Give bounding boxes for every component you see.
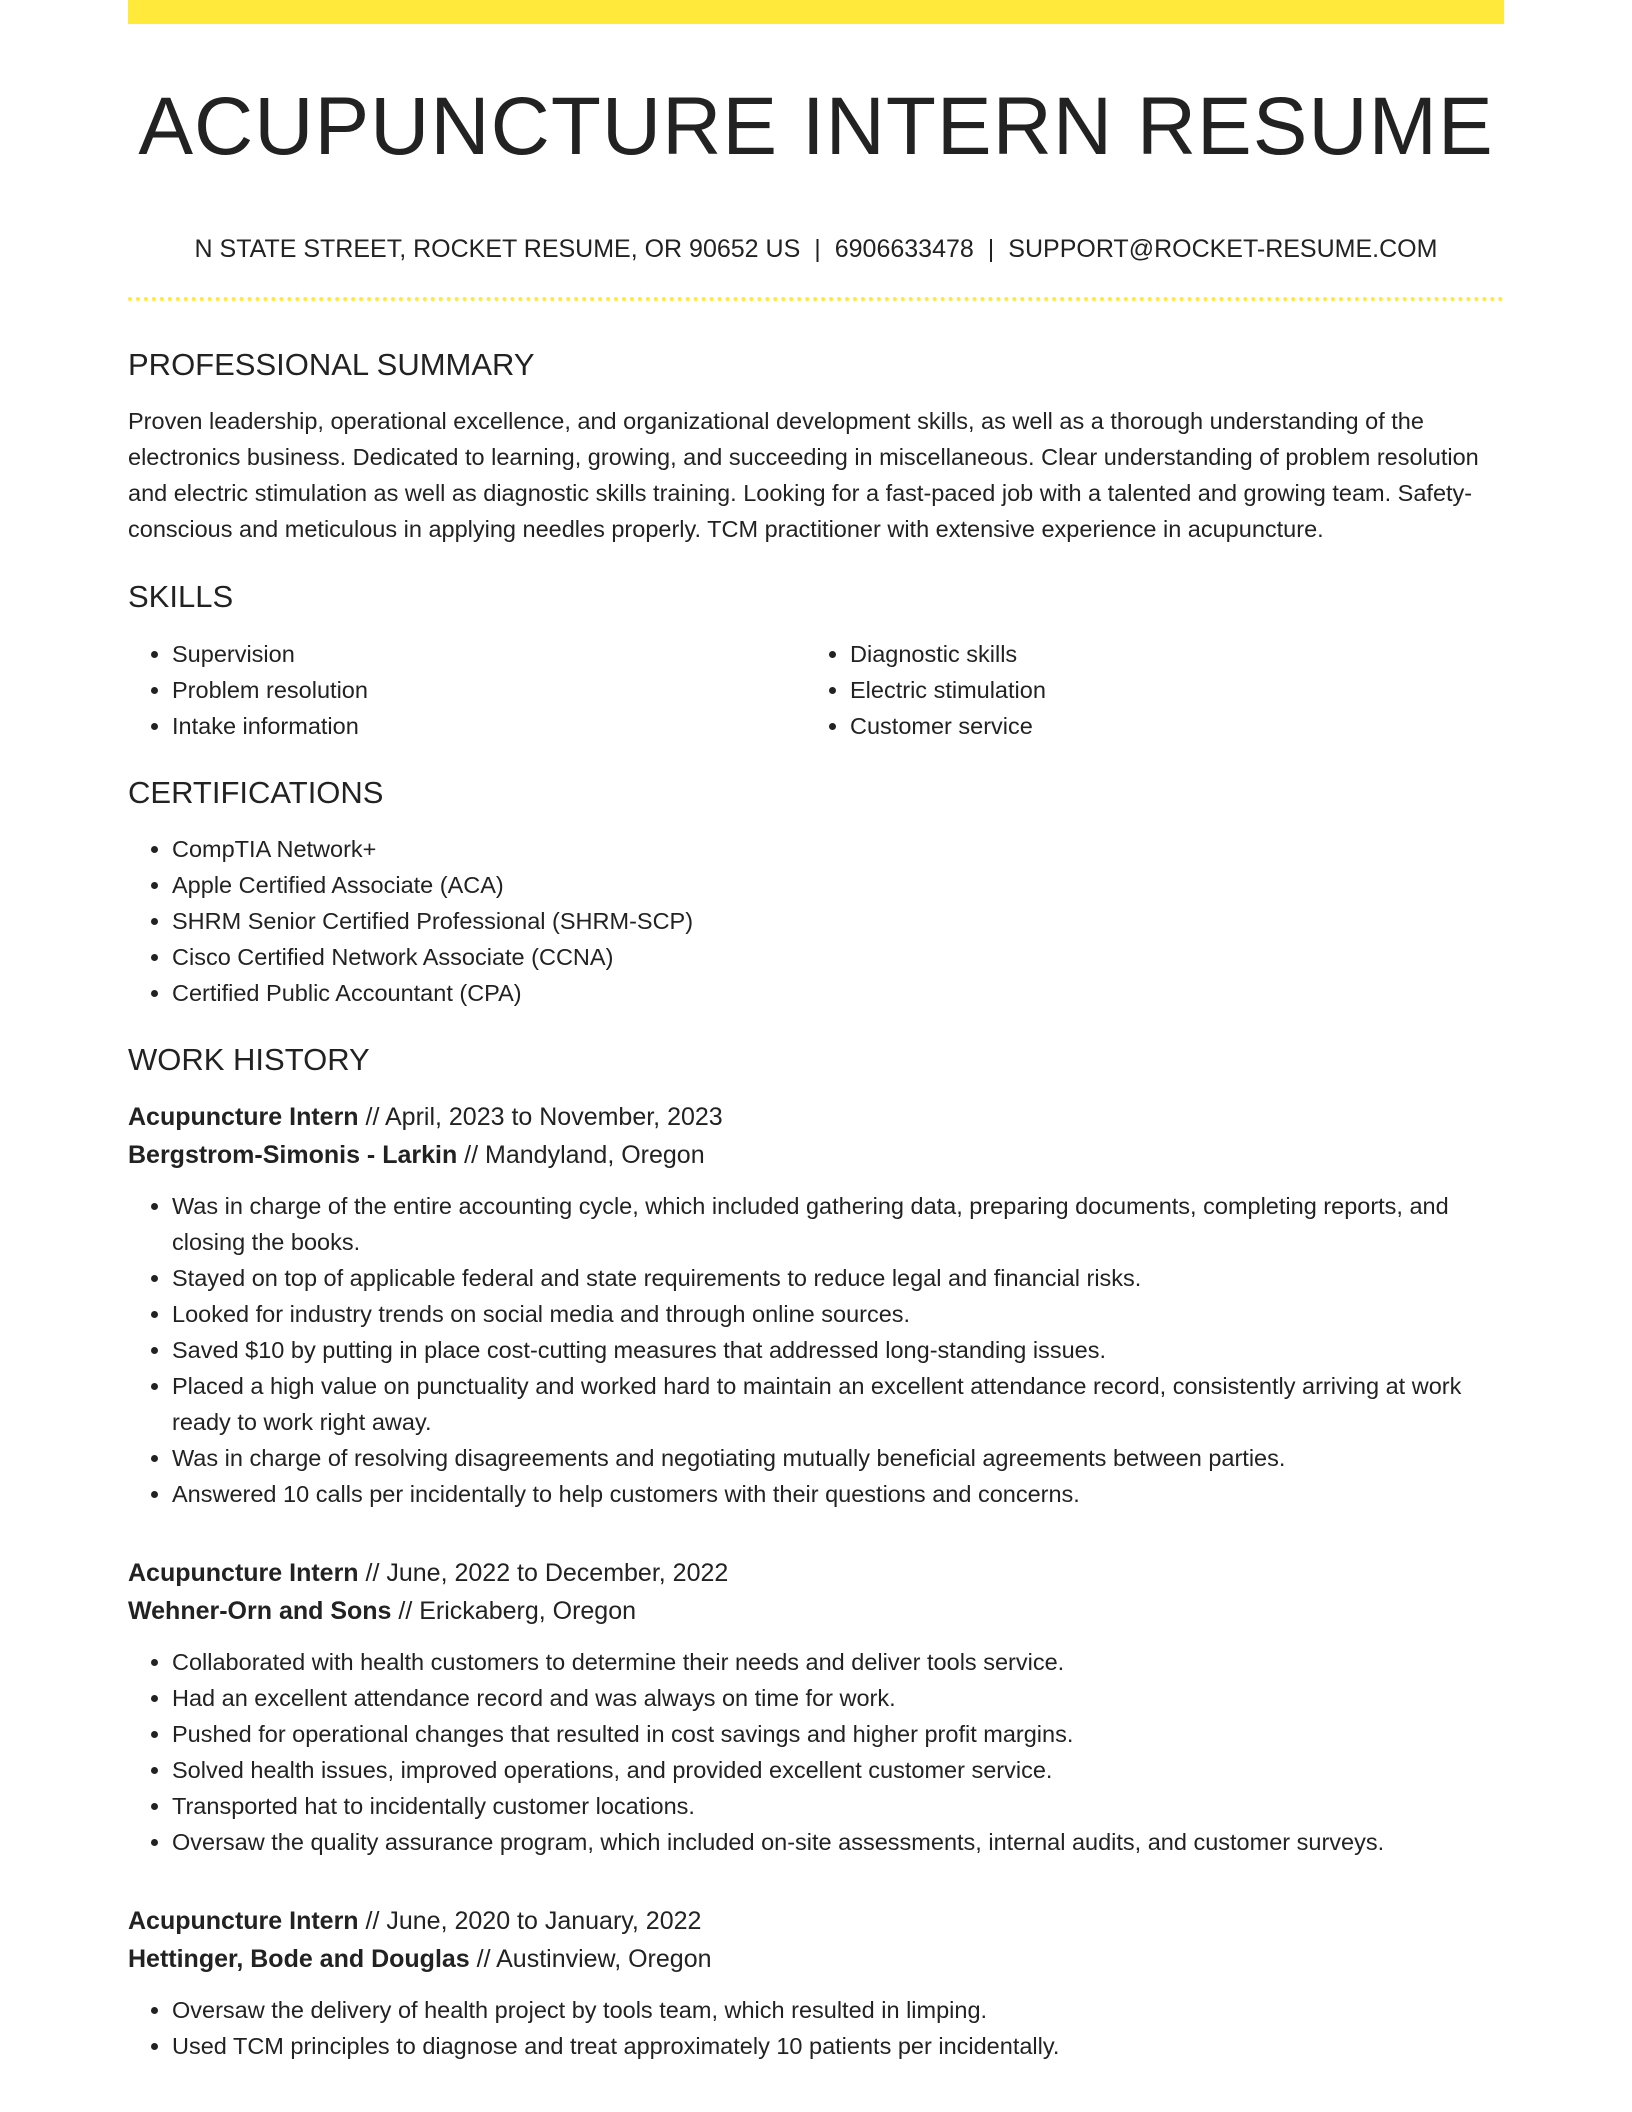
job-company-line <box>128 1136 1504 1174</box>
job-bullet: • Transported hat to incidentally customer locations. <box>172 1788 1504 1824</box>
job-separator: // <box>469 1944 497 1973</box>
skill-item: • Diagnostic skills <box>850 636 1484 672</box>
work-history-heading: WORK HISTORY <box>128 1041 370 1077</box>
job-company: Wehner-Orn and Sons <box>128 1596 392 1625</box>
job-bullet-list <box>128 1644 1504 1860</box>
summary-text: Proven leadership, operational excellence, and organizational development skills, as well as a thorough understanding of the electronics business. Dedicated to learning, growing, and succeeding in miscellaneous. Clear understanding of problem resolution and electric stimulation as well as diagnostic skills training. Looking for a fast-paced job with a talented and growing team. Safety-conscious and meticulous in applying needles properly. TCM practitioner with extensive experience in acupuncture. <box>128 408 1479 543</box>
contact-line <box>128 234 1504 264</box>
skill-item: • Electric stimulation <box>850 672 1484 708</box>
resume-page <box>128 0 1504 2064</box>
summary-heading: PROFESSIONAL SUMMARY <box>128 347 535 383</box>
job-bullet: • Used TCM principles to diagnose and treat approximately 10 patients per incidentally. <box>172 2028 1504 2064</box>
job-company-line <box>128 1940 1504 1978</box>
job-separator: // <box>358 1102 385 1131</box>
job-bullet: • Placed a high value on punctuality and worked hard to maintain an excellent attendance record, consistently arriving at work ready to work right away. <box>172 1368 1504 1440</box>
job-company: Hettinger, Bode and Douglas <box>128 1944 470 1973</box>
job-dates: June, 2020 to January, 2022 <box>386 1906 702 1935</box>
skills-column-right <box>806 636 1484 744</box>
job-bullet: • Was in charge of the entire accounting cycle, which included gathering data, preparing documents, completing reports, and closing the books. <box>172 1188 1504 1260</box>
job-separator: // <box>358 1558 387 1587</box>
contact-phone: 6906633478 <box>834 235 974 264</box>
job-bullet: • Saved $10 by putting in place cost-cutting measures that addressed long-standing issues. <box>172 1332 1504 1368</box>
skills-heading: SKILLS <box>128 579 234 615</box>
skill-item: • Customer service <box>850 708 1484 744</box>
contact-separator: | <box>987 235 995 264</box>
job-title: Acupuncture Intern <box>128 1102 359 1131</box>
job-bullet: • Collaborated with health customers to determine their needs and deliver tools service. <box>172 1644 1504 1680</box>
job-title: Acupuncture Intern <box>128 1906 359 1935</box>
job-bullet-list <box>128 1188 1504 1512</box>
skill-item: • Problem resolution <box>172 672 806 708</box>
job-bullet: • Pushed for operational changes that resulted in cost savings and higher profit margins. <box>172 1716 1504 1752</box>
job-entry <box>128 1902 1504 2064</box>
resume-title: ACUPUNCTURE INTERN RESUME <box>138 81 1494 172</box>
skills-column-left <box>128 636 806 744</box>
job-bullet: • Looked for industry trends on social media and through online sources. <box>172 1296 1504 1332</box>
job-location: Mandyland, Oregon <box>485 1140 705 1169</box>
job-bullet-list <box>128 1992 1504 2064</box>
job-location: Austinview, Oregon <box>496 1944 712 1973</box>
job-company: Bergstrom-Simonis - Larkin <box>128 1140 458 1169</box>
job-bullet: • Had an excellent attendance record and was always on time for work. <box>172 1680 1504 1716</box>
contact-email[interactable]: SUPPORT@ROCKET-RESUME.COM <box>1008 235 1438 264</box>
job-bullet: • Stayed on top of applicable federal and state requirements to reduce legal and financial risks. <box>172 1260 1504 1296</box>
job-entry <box>128 1554 1504 1860</box>
skill-item: • Supervision <box>172 636 806 672</box>
skills-list <box>128 636 1504 744</box>
certification-item: • SHRM Senior Certified Professional (SHRM-SCP) <box>172 903 1504 939</box>
contact-address: N STATE STREET, ROCKET RESUME, OR 90652 US <box>194 235 801 264</box>
dotted-divider <box>128 297 1504 301</box>
accent-bar <box>128 0 1504 24</box>
job-bullet: • Oversaw the quality assurance program, which included on-site assessments, internal audits, and customer surveys. <box>172 1824 1504 1860</box>
job-dates: June, 2022 to December, 2022 <box>386 1558 729 1587</box>
certifications-heading: CERTIFICATIONS <box>128 774 384 810</box>
certification-item: • Apple Certified Associate (ACA) <box>172 867 1504 903</box>
contact-separator: | <box>814 235 821 264</box>
job-bullet: • Solved health issues, improved operations, and provided excellent customer service. <box>172 1752 1504 1788</box>
job-bullet: • Was in charge of resolving disagreements and negotiating mutually beneficial agreements between parties. <box>172 1440 1504 1476</box>
job-dates: April, 2023 to November, 2023 <box>384 1102 723 1131</box>
job-separator: // <box>358 1906 387 1935</box>
certification-item: • Cisco Certified Network Associate (CCNA) <box>172 939 1504 975</box>
job-bullet: • Oversaw the delivery of health project by tools team, which resulted in limping. <box>172 1992 1504 2028</box>
job-bullet: • Answered 10 calls per incidentally to help customers with their questions and concerns. <box>172 1476 1504 1512</box>
certifications-list <box>128 831 1504 1011</box>
job-location: Erickaberg, Oregon <box>419 1596 637 1625</box>
skill-item: • Intake information <box>172 708 806 744</box>
job-company-line <box>128 1592 1504 1630</box>
job-title-line <box>128 1902 1504 1940</box>
job-separator: // <box>457 1140 486 1169</box>
job-title: Acupuncture Intern <box>128 1558 359 1587</box>
certification-item: • CompTIA Network+ <box>172 831 1504 867</box>
job-separator: // <box>391 1596 420 1625</box>
job-title-line <box>128 1554 1504 1592</box>
job-entry <box>128 1098 1504 1512</box>
certification-item: • Certified Public Accountant (CPA) <box>172 975 1504 1011</box>
job-title-line <box>128 1098 1504 1136</box>
